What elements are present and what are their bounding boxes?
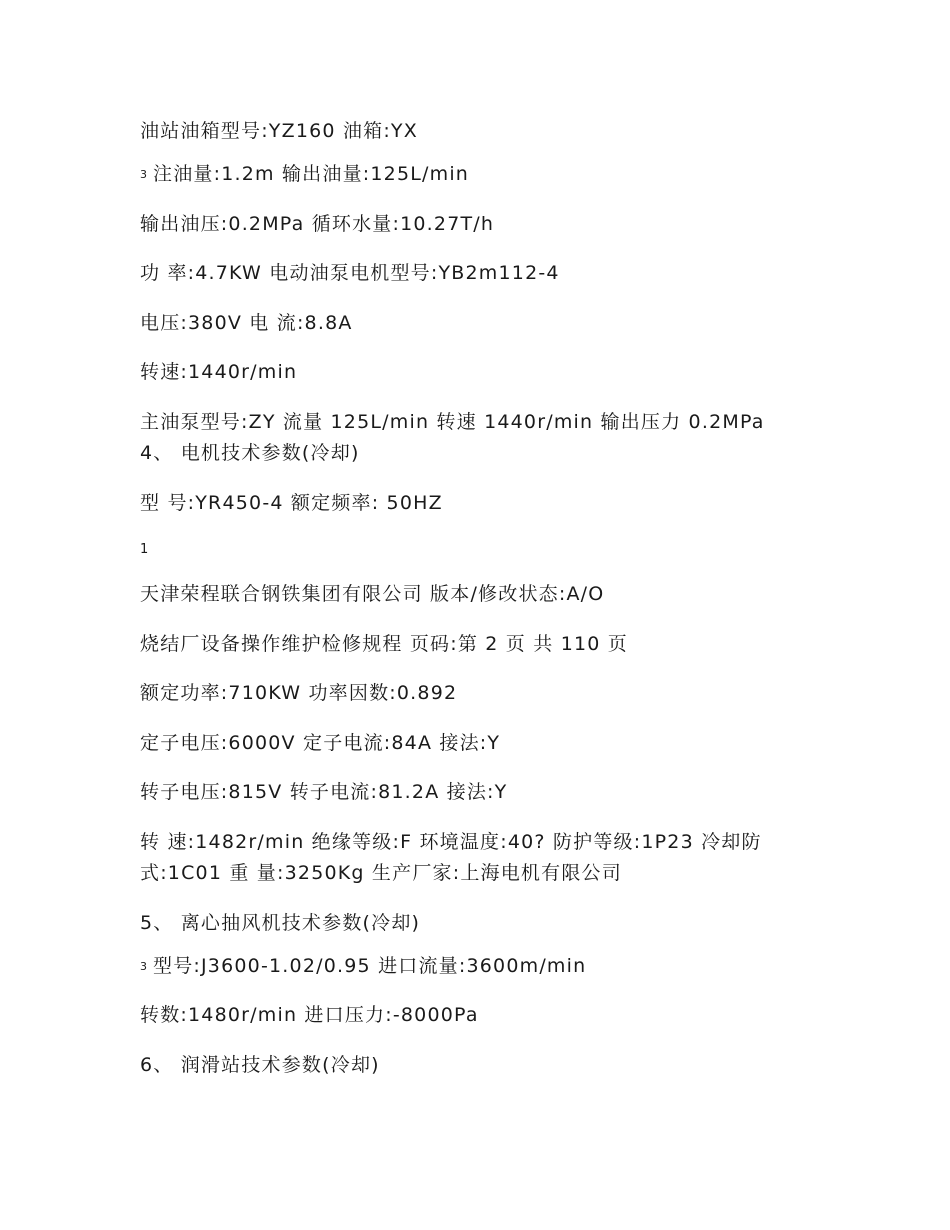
page-number: 1: [140, 542, 150, 557]
header-company: 天津荣程联合钢铁集团有限公司 版本/修改状态:A/O: [140, 583, 605, 605]
text-line: 额定功率:710KW 功率因数:0.892: [140, 682, 458, 704]
text-line: 转速:1440r/min: [140, 361, 298, 383]
text-line: 定子电压:6000V 定子电流:84A 接法:Y: [140, 732, 501, 754]
text-line-content: 注油量:1.2m 输出油量:125L/min: [153, 163, 470, 185]
text-line: [140, 162, 469, 187]
text-line-content: 型号:J3600-1.02/0.95 进口流量:3600m/min: [153, 955, 587, 977]
text-line: 转子电压:815V 转子电流:81.2A 接法:Y: [140, 781, 508, 803]
text-line: 转数:1480r/min 进口压力:-8000Pa: [140, 1004, 479, 1026]
text-line: [140, 954, 586, 979]
text-line: 油站油箱型号:YZ160 油箱:YX: [140, 120, 418, 142]
header-title: 烧结厂设备操作维护检修规程 页码:第 2 页 共 110 页: [140, 633, 628, 655]
text-line: 主油泵型号:ZY 流量 125L/min 转速 1440r/min 输出压力 0.2MPa: [140, 411, 765, 433]
text-line: 电压:380V 电 流:8.8A: [140, 312, 353, 334]
text-line: 转 速:1482r/min 绝缘等级:F 环境温度:40? 防护等级:1P23 冷却防: [140, 831, 762, 853]
superscript-marker: 3: [140, 960, 147, 973]
text-line: 式:1C01 重 量:3250Kg 生产厂家:上海电机有限公司: [140, 862, 622, 884]
section-heading: 6、 润滑站技术参数(冷却): [140, 1054, 380, 1076]
text-line: 功 率:4.7KW 电动油泵电机型号:YB2m112-4: [140, 262, 560, 284]
superscript-marker: 3: [140, 168, 147, 181]
section-heading: 5、 离心抽风机技术参数(冷却): [140, 912, 421, 934]
text-line: 型 号:YR450-4 额定频率: 50HZ: [140, 492, 443, 514]
section-heading: 4、 电机技术参数(冷却): [140, 442, 360, 464]
text-line: 输出油压:0.2MPa 循环水量:10.27T/h: [140, 213, 495, 235]
